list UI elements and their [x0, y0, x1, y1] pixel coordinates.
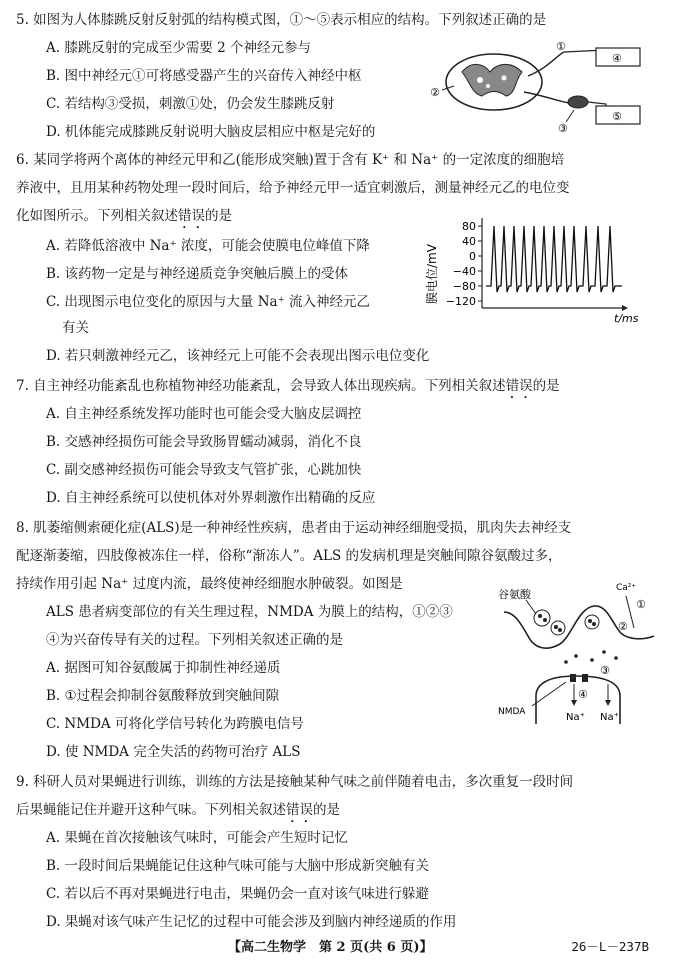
q5-option-d: D. 机体能完成膝跳反射说明大脑皮层相应中枢是完好的 — [46, 124, 376, 140]
fig-c4: ④ — [578, 688, 588, 701]
fig-c3: ③ — [600, 664, 610, 677]
q9-option-a: A. 果蝇在首次接触该气味时，可能会产生短时记忆 — [46, 830, 348, 846]
q6-option-c: C. 出现图示电位变化的原因与大量 Na⁺ 流入神经元乙 — [46, 294, 370, 310]
q5-option-c: C. 若结构③受损，刺激①处，仍会发生膝跳反射 — [46, 96, 335, 112]
q8-line-1: 8. 肌萎缩侧索硬化症(ALS)是一种神经性疾病，患者由于运动神经细胞受损，肌肉失去神经支 — [16, 520, 572, 536]
y-tick-label: −80 — [452, 280, 476, 293]
q8-option-c: C. NMDA 可将化学信号转化为跨膜电信号 — [46, 716, 304, 732]
q6-emphasis: 错误 — [178, 208, 205, 224]
q8-line-4: ALS 患者病变部位的有关生理过程，NMDA 为膜上的结构，①②③ — [46, 604, 453, 620]
y-tick-label: 40 — [462, 235, 476, 248]
chart-ylabel: 膜电位/mV — [425, 244, 439, 304]
y-tick-label: −120 — [445, 295, 476, 308]
q7-stem-c: 的是 — [532, 378, 560, 394]
page-footer: 【高二生物学 第 2 页(共 6 页)】 — [228, 940, 433, 955]
q6-line-2: 养液中，且用某种药物处理一段时间后，给予神经元甲一适宜刺激后，测量神经元乙的电位变 — [16, 180, 570, 196]
q8-option-a: A. 据图可知谷氨酸属于抑制性神经递质 — [46, 660, 281, 676]
label-5: ⑤ — [612, 110, 622, 123]
q7-stem-a: 7. 自主神经功能紊乱也称植物神经功能紊乱，会导致人体出现疾病。下列相关叙述 — [16, 378, 506, 394]
fig-na-left: Na⁺ — [566, 712, 585, 723]
q9-line-2-c: 的是 — [313, 802, 340, 818]
q8-line-5: ④为兴奋传导有关的过程。下列相关叙述正确的是 — [46, 632, 343, 648]
paper-code: 26－L－237B — [571, 939, 649, 954]
q6-option-c-cont: 有关 — [62, 320, 89, 336]
q9-option-b: B. 一段时间后果蝇能记住这种气味可能与大脑中形成新突触有关 — [46, 858, 430, 874]
fig-na-right: Na⁺ — [600, 712, 619, 723]
potential-trace — [486, 226, 622, 292]
fig-nmda: NMDA — [498, 707, 526, 717]
q6-line-1: 6. 某同学将两个离体的神经元甲和乙(能形成突触)置于含有 K⁺ 和 Na⁺ 的一定浓度的细胞培 — [16, 152, 565, 168]
q9-line-1: 9. 科研人员对果蝇进行训练，训练的方法是接触某种气味之前伴随着电击，多次重复一段时间 — [16, 774, 574, 790]
q6-option-a: A. 若降低溶液中 Na⁺ 浓度，可能会使膜电位峰值下降 — [46, 238, 370, 254]
reflex-arc-figure — [424, 38, 656, 134]
q7-option-a: A. 自主神经系统发挥功能时也可能会受大脑皮层调控 — [46, 406, 362, 422]
label-4: ④ — [612, 52, 622, 65]
membrane-potential-chart — [425, 216, 656, 325]
q6-option-d: D. 若只刺激神经元乙，该神经元上可能不会表现出图示电位变化 — [46, 348, 430, 364]
q8-line-2: 配逐渐萎缩，四肢像被冻住一样，俗称“渐冻人”。ALS 的发病机理是突触间隙谷氨酸过多， — [16, 548, 562, 564]
label-1: ① — [556, 40, 566, 53]
q8-line-3: 持续作用引起 Na⁺ 过度内流，最终使神经细胞水肿破裂。如图是 — [16, 576, 403, 592]
q7-option-d: D. 自主神经系统可以使机体对外界刺激作出精确的反应 — [46, 490, 376, 506]
q8-option-b: B. ①过程会抑制谷氨酸释放到突触间隙 — [46, 688, 280, 704]
q5-option-b: B. 图中神经元①可将感受器产生的兴奋传入神经中枢 — [46, 68, 362, 84]
fig-ca: Ca²⁺ — [616, 583, 637, 593]
q6-option-b: B. 该药物一定是与神经递质竞争突触后膜上的受体 — [46, 266, 349, 282]
label-3: ③ — [558, 122, 568, 135]
q7-option-b: B. 交感神经损伤可能会导致肠胃蠕动减弱，消化不良 — [46, 434, 362, 450]
q9-emphasis: 错误 — [286, 802, 313, 818]
q9-option-d: D. 果蝇对该气味产生记忆的过程中可能会涉及到脑内神经递质的作用 — [46, 914, 457, 930]
q7-option-c: C. 副交感神经损伤可能会导致支气管扩张，心跳加快 — [46, 462, 362, 478]
synapse-figure — [496, 578, 662, 728]
fig-c1: ① — [636, 598, 646, 611]
q8-option-d: D. 使 NMDA 完全失活的药物可治疗 ALS — [46, 744, 301, 760]
fig-glutamate: 谷氨酸 — [498, 588, 531, 601]
q7-emphasis: 错误 — [505, 378, 533, 394]
chart-xlabel: t/ms — [614, 312, 639, 325]
q9-line-2-a: 后果蝇能记住并避开这种气味。下列相关叙述 — [16, 802, 286, 818]
q6-line-3-a: 化如图所示。下列相关叙述 — [16, 208, 178, 224]
q6-line-3-c: 的是 — [205, 208, 232, 224]
q9-line-2 — [16, 802, 340, 826]
q5-stem: 5. 如图为人体膝跳反射反射弧的结构模式图，①～⑤表示相应的结构。下列叙述正确的是 — [16, 12, 547, 28]
q6-line-3 — [16, 208, 232, 232]
label-2: ② — [430, 86, 440, 99]
q5-option-a: A. 膝跳反射的完成至少需要 2 个神经元参与 — [46, 40, 312, 56]
fig-c2: ② — [618, 620, 628, 633]
q9-option-c: C. 若以后不再对果蝇进行电击，果蝇仍会一直对该气味进行躲避 — [46, 886, 429, 902]
q7-stem — [16, 378, 560, 402]
y-tick-label: 80 — [462, 220, 476, 233]
y-tick-label: −40 — [452, 265, 476, 278]
y-tick-label: 0 — [469, 250, 476, 263]
